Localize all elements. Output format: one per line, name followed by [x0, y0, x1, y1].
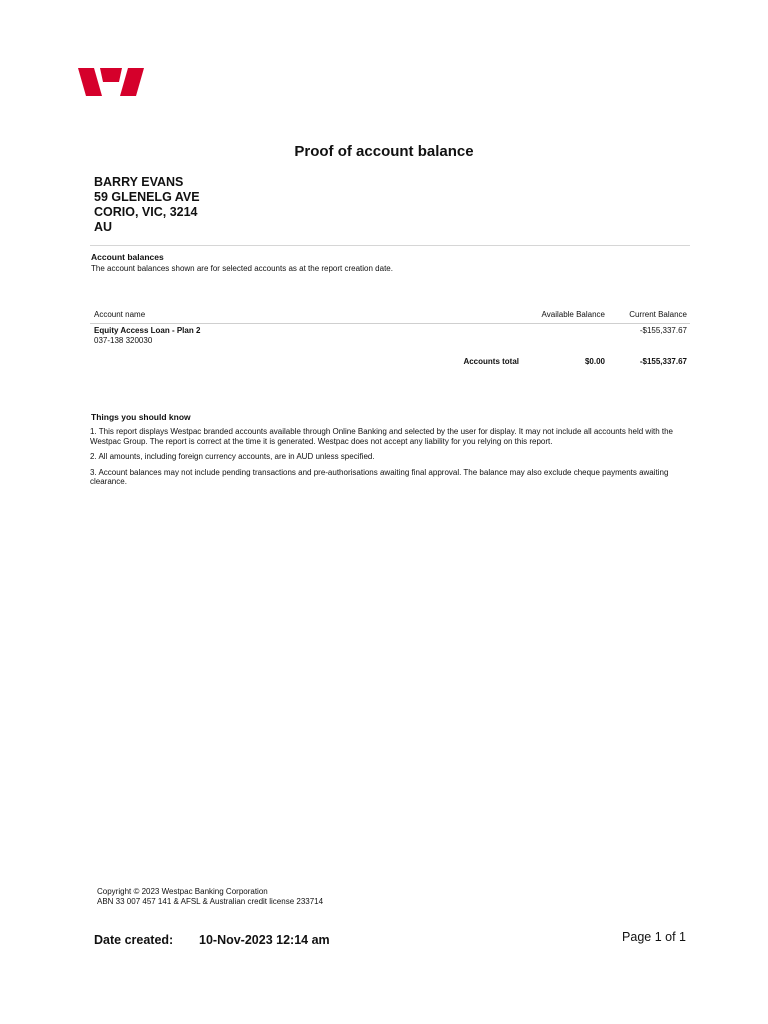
note-item: 3. Account balances may not include pending transactions and pre-authorisations awaiting final approval. The balance may also exclude cheque payments awaiting clearance. [90, 467, 669, 487]
table-header-rule [90, 323, 690, 324]
copyright-block [97, 887, 323, 907]
date-created-value: 10-Nov-2023 12:14 am [199, 933, 330, 947]
account-current-balance: -$155,337.67 [639, 326, 687, 335]
note-item: 2. All amounts, including foreign currency accounts, are in AUD unless specified. [90, 452, 375, 462]
accounts-total-available: $0.00 [584, 357, 605, 366]
accounts-total-label: Accounts total [463, 357, 519, 366]
account-balances-description: The account balances shown are for selected accounts as at the report creation date. [91, 264, 393, 273]
account-balances-heading: Account balances [91, 252, 164, 262]
westpac-w-logo-icon [78, 68, 144, 96]
note-item: 1. This report displays Westpac branded accounts available through Online Banking and selected by the user for display. It may not include all accounts held with the Westpac Group. The report is correct at the time it is generated. Westpac does not accept any liability for you relying on this report. [90, 427, 674, 446]
column-header-account-name: Account name [94, 310, 146, 319]
account-name: Equity Access Loan - Plan 2 [94, 326, 201, 335]
account-number: 037-138 320030 [94, 336, 153, 345]
abn-line: ABN 33 007 457 141 & AFSL & Australian credit license 233714 [97, 897, 324, 906]
column-header-available-balance: Available Balance [541, 310, 605, 319]
section-divider [90, 245, 690, 246]
customer-street: 59 GLENELG AVE [94, 190, 200, 204]
page-number: Page 1 of 1 [622, 930, 686, 944]
accounts-total-current: -$155,337.67 [639, 357, 687, 366]
date-created-label: Date created: [94, 933, 174, 947]
customer-address [94, 175, 200, 235]
things-to-know-heading: Things you should know [91, 412, 191, 422]
column-header-current-balance: Current Balance [629, 310, 687, 319]
copyright-line: Copyright © 2023 Westpac Banking Corporation [97, 887, 268, 896]
customer-city: CORIO, VIC, 3214 [94, 205, 198, 219]
things-to-know-list [90, 427, 680, 493]
customer-name: BARRY EVANS [94, 175, 184, 189]
customer-country: AU [94, 220, 113, 234]
page-title: Proof of account balance [294, 143, 474, 160]
